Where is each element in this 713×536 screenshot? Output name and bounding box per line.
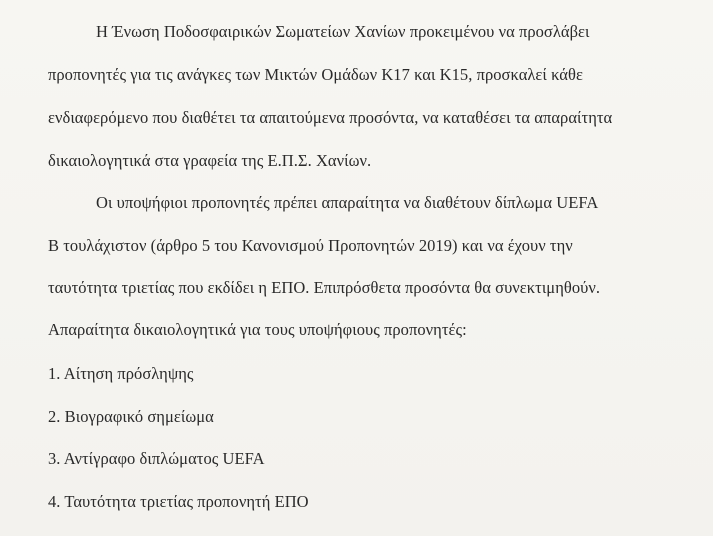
list-intro: Απαραίτητα δικαιολογητικά για τους υποψήφιους προπονητές: xyxy=(48,320,467,339)
paragraph1-line1: Η Ένωση Ποδοσφαιρικών Σωματείων Χανίων προκειμένου να προσλάβει xyxy=(96,22,590,41)
list-item-3: 3. Αντίγραφο διπλώματος UEFA xyxy=(48,449,265,468)
paragraph1-line4: δικαιολογητικά στα γραφεία της Ε.Π.Σ. Χανίων. xyxy=(48,151,372,170)
list-item-2: 2. Βιογραφικό σημείωμα xyxy=(48,407,214,426)
paragraph1-line3: ενδιαφερόμενο που διαθέτει τα απαιτούμενα προσόντα, να καταθέσει τα απαραίτητα xyxy=(48,108,613,127)
list-item-4: 4. Ταυτότητα τριετίας προπονητή ΕΠΟ xyxy=(48,492,309,511)
paragraph2-line3: ταυτότητα τριετίας που εκδίδει η ΕΠΟ. Επιπρόσθετα προσόντα θα συνεκτιμηθούν. xyxy=(48,278,601,297)
list-item-1: 1. Αίτηση πρόσληψης xyxy=(48,364,194,383)
paragraph2-line2: Β τουλάχιστον (άρθρο 5 του Κανονισμού Προπονητών 2019) και να έχουν την xyxy=(48,236,573,255)
paragraph2-line1: Οι υποψήφιοι προπονητές πρέπει απαραίτητα να διαθέτουν δίπλωμα UEFA xyxy=(96,193,599,212)
paragraph1-line2: προπονητές για τις ανάγκες των Μικτών Ομάδων Κ17 και Κ15, προσκαλεί κάθε xyxy=(48,65,583,84)
